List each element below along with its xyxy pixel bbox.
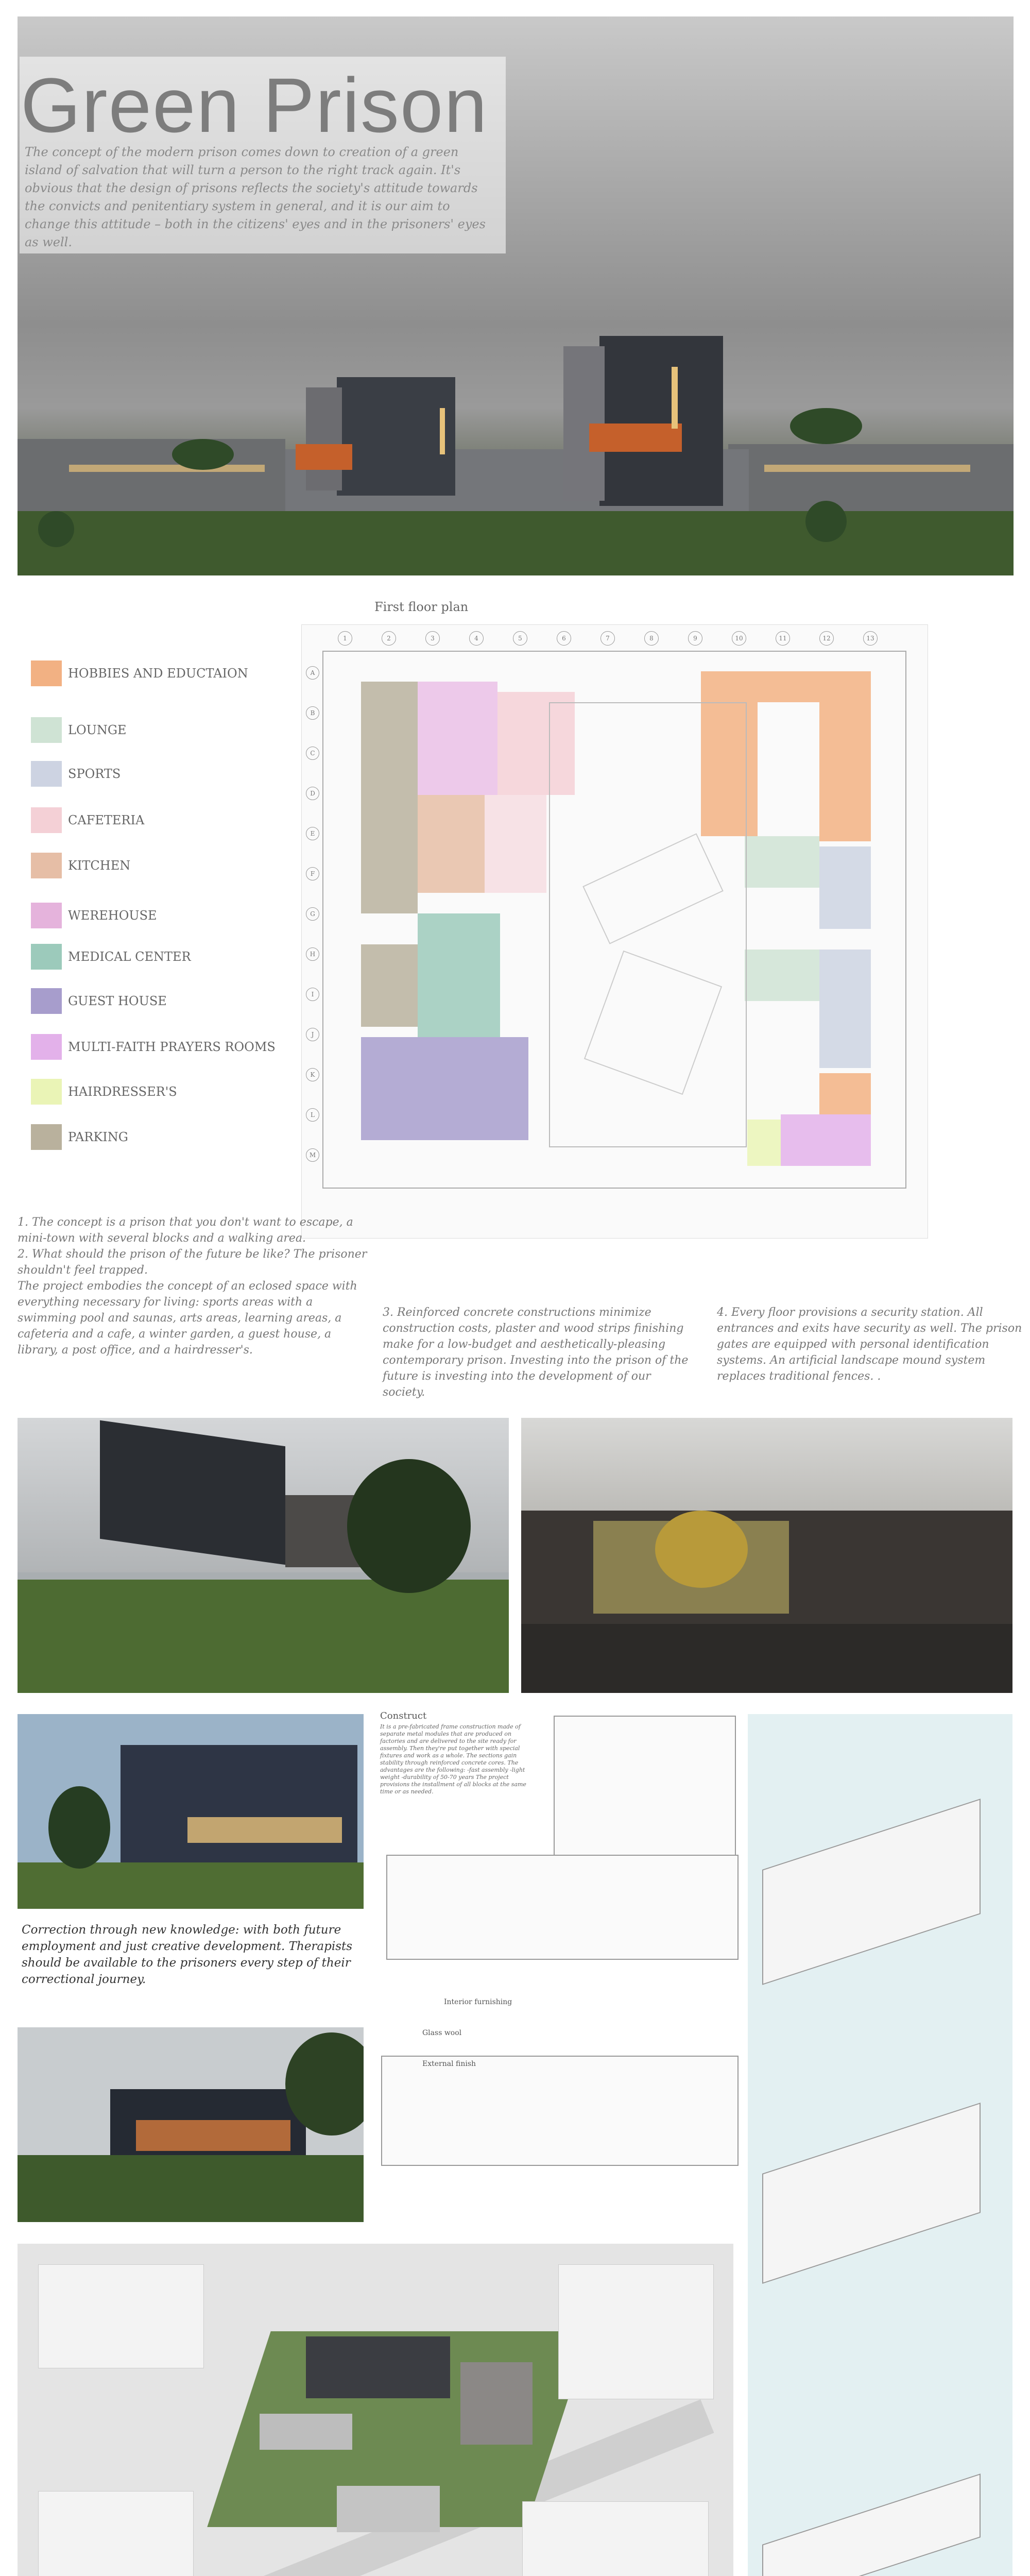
interior-render: [521, 1418, 1012, 1693]
legend-item: [31, 988, 167, 1014]
axis-marker-top: 9: [688, 631, 702, 646]
window-light: [440, 408, 445, 454]
axis-marker-top: 6: [557, 631, 571, 646]
facade-wood: [136, 2120, 290, 2151]
orange-band-right: [589, 423, 682, 452]
zone-lounge: [745, 836, 819, 888]
axis-marker-top: 2: [382, 631, 396, 646]
legend-swatch: [31, 903, 62, 928]
building: [121, 1745, 357, 1863]
legend-swatch: [31, 761, 62, 787]
city-block: [522, 2501, 709, 2576]
axis-marker-top: 4: [469, 631, 484, 646]
axis-marker-side: A: [306, 666, 319, 680]
zone-hairdresser: [747, 1120, 781, 1166]
axis-marker-side: E: [306, 827, 319, 840]
construct-label-3: External finish: [422, 2060, 476, 2068]
intro-text: The concept of the modern prison comes down to creation of a green island of salvation that will turn a person to the right track again. It's obvious that the design of prisons reflects the society's attitude towards the convicts and penitentiary system in general, and it is our aim to change this attitude – both in the citizens' eyes and in the prisoners' eyes as well.: [25, 145, 486, 249]
building: [260, 2414, 352, 2450]
legend-label: LOUNGE: [68, 723, 127, 737]
zone-hobbies-4: [819, 1073, 871, 1114]
ceiling: [521, 1418, 1012, 1511]
construct-label-1: Interior furnishing: [444, 1998, 512, 2006]
legend-swatch: [31, 660, 62, 686]
building: [306, 2336, 450, 2398]
sketch-interior: [554, 1716, 736, 1862]
window-light: [69, 465, 265, 472]
axis-marker-top: 12: [819, 631, 834, 646]
legend-label: KITCHEN: [68, 858, 131, 873]
exterior-render-2: [18, 1714, 364, 1909]
sketch-module-1: [386, 1855, 739, 1960]
legend-label: GUEST HOUSE: [68, 994, 167, 1008]
tree: [172, 439, 234, 470]
wing-right: [728, 444, 1014, 516]
legend-label: MEDICAL CENTER: [68, 950, 191, 964]
zone-lounge-2: [745, 950, 819, 1001]
zone-parking-2: [361, 944, 418, 1027]
zone-guest-house: [361, 1037, 528, 1140]
axis-marker-side: H: [306, 947, 319, 961]
legend-item: [31, 853, 130, 878]
legend-item: [31, 807, 144, 833]
lawn: [18, 511, 1014, 575]
axis-marker-top: 1: [338, 631, 352, 646]
zone-cafeteria-2: [485, 795, 546, 893]
plan-title: First floor plan: [374, 600, 469, 614]
window-light: [764, 465, 970, 472]
legend-swatch: [31, 1079, 62, 1105]
axis-marker-side: M: [306, 1148, 319, 1162]
tower-left: [337, 377, 455, 496]
legend-item: [31, 1124, 128, 1150]
tree: [347, 1459, 471, 1593]
axis-marker-top: 7: [600, 631, 615, 646]
exterior-render-3: [18, 2027, 364, 2222]
aerial-render: [18, 2244, 733, 2576]
legend-item: [31, 903, 157, 928]
legend-swatch: [31, 988, 62, 1014]
tree: [805, 501, 847, 542]
wing-left: [18, 439, 285, 516]
text-construction: 3. Reinforced concrete constructions minimize construction costs, plaster and wood strips finishing make for a low-budget and aesthetically-pleasing contemporary prison. Investing into the prison of the future is investing into the development of our society.: [383, 1306, 689, 1399]
axis-marker-side: I: [306, 988, 319, 1001]
legend-swatch: [31, 807, 62, 833]
axis-marker-side: F: [306, 867, 319, 880]
legend-item: [31, 944, 191, 970]
axis-marker-top: 5: [513, 631, 527, 646]
zone-sports-2: [819, 950, 871, 1068]
tree: [655, 1511, 748, 1588]
text-concept: 1. The concept is a prison that you don't want to escape, a mini-town with several blocks and a walking area. 2. What should the prison of the future be like? The prisoner shouldn't feel trapped. The project embodies the concept of an eclosed space with everything necessary for living: sports areas with a swimming pool and saunas, arts areas, learning areas, a cafeteria and a cafe, a winter garden, a guest house, a library, a post office, and a hairdresser's.: [18, 1216, 367, 1357]
lawn: [18, 1862, 364, 1909]
legend-item: [31, 1034, 276, 1060]
legend-item: [31, 717, 127, 743]
axis-marker-side: D: [306, 787, 319, 800]
legend-swatch: [31, 1034, 62, 1060]
axis-marker-top: 8: [644, 631, 659, 646]
building: [460, 2362, 533, 2445]
correction-text: Correction through new knowledge: with both future employment and just creative development. Therapists should be available to the prisoners every step of their correctional journey.: [22, 1923, 353, 1986]
zone-hobbies: [701, 671, 871, 702]
legend-label: HOBBIES AND EDUCTAION: [68, 666, 248, 681]
zone-hobbies-3: [819, 702, 871, 841]
axis-marker-side: L: [306, 1108, 319, 1122]
axis-marker-side: B: [306, 706, 319, 720]
window-light: [672, 367, 678, 429]
axis-marker-side: C: [306, 747, 319, 760]
window-light: [187, 1817, 342, 1843]
legend-label: WEREHOUSE: [68, 908, 157, 923]
axis-marker-side: K: [306, 1068, 319, 1081]
tree: [48, 1786, 110, 1869]
legend-label: CAFETERIA: [68, 813, 145, 827]
legend-swatch: [31, 853, 62, 878]
orange-band-left: [296, 444, 352, 470]
legend-swatch: [31, 717, 62, 743]
legend-item: [31, 660, 248, 686]
legend-item: [31, 1079, 177, 1105]
city-block: [38, 2264, 204, 2368]
page-title: Green Prison: [21, 62, 488, 148]
axis-marker-top: 11: [776, 631, 790, 646]
construct-label-2: Glass wool: [422, 2029, 462, 2037]
legend-swatch: [31, 1124, 62, 1150]
floor-plan: [301, 624, 928, 1239]
legend-label: SPORTS: [68, 767, 121, 781]
exterior-render-1: [18, 1418, 509, 1693]
lawn: [18, 1580, 509, 1693]
text-security: 4. Every floor provisions a security station. All entrances and exits have security as well. The prison gates are equipped with personal identification systems. An artificial landscape mound system replaces traditional fences. .: [717, 1306, 1022, 1383]
zone-parking: [361, 682, 418, 913]
legend-label: MULTI-FAITH PRAYERS ROOMS: [68, 1040, 276, 1054]
axis-marker-top: 3: [425, 631, 440, 646]
tower-left-side: [306, 387, 342, 490]
city-block: [38, 2491, 194, 2576]
city-block: [558, 2264, 714, 2399]
zone-kitchen: [418, 795, 485, 893]
building: [337, 2486, 440, 2532]
axis-marker-top: 13: [863, 631, 878, 646]
construct-title: Construct: [380, 1710, 427, 1721]
tower-right: [599, 336, 723, 506]
construct-text: It is a pre-fabricated frame construction made of separate metal modules that are produced on factories and are delivered to the site ready for assembly. Then they're put together with special fixtures and work as a whole. The sections gain stability through reinforced concrete cores. The advantages are the following: -fast assembly -light weight -durability of 50-70 years The project provisions the installment of all blocks at the same time or as needed.: [380, 1723, 526, 1795]
tree: [38, 511, 74, 547]
tree: [790, 408, 862, 444]
zone-prayers: [781, 1114, 871, 1166]
legend-label: PARKING: [68, 1130, 128, 1144]
zone-medical: [418, 913, 500, 1037]
zone-sports: [819, 846, 871, 929]
legend-item: [31, 761, 121, 787]
sketch-module-2: [381, 2056, 739, 2166]
legend-swatch: [31, 944, 62, 970]
hero-render: [18, 16, 1014, 575]
legend-label: HAIRDRESSER'S: [68, 1084, 177, 1099]
axis-marker-top: 10: [732, 631, 746, 646]
floor: [521, 1624, 1012, 1693]
lawn: [18, 2155, 364, 2222]
zone-werehouse: [418, 682, 497, 795]
axis-marker-side: G: [306, 907, 319, 921]
axis-marker-side: J: [306, 1028, 319, 1041]
